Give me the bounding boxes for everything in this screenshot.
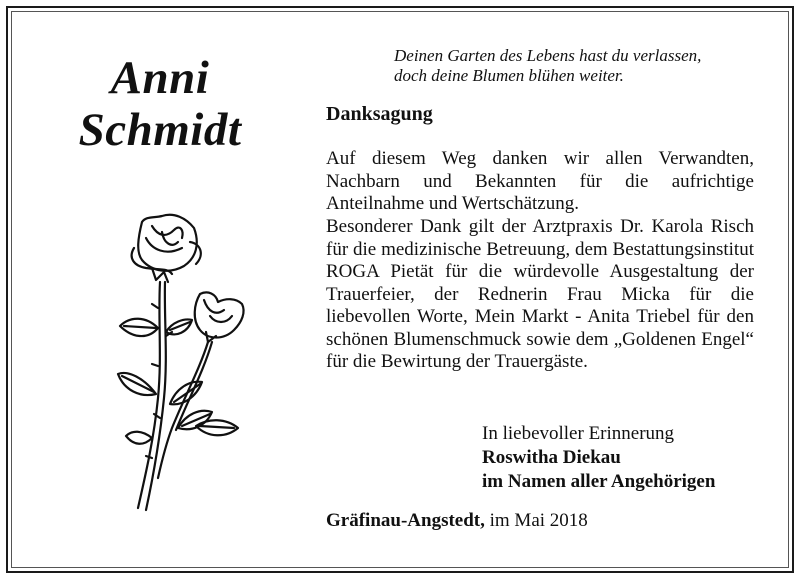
epigraph-quote xyxy=(394,46,784,86)
rose-illustration-icon xyxy=(112,208,252,518)
place-name: Gräfinau-Angstedt, xyxy=(326,510,485,531)
last-name: Schmidt xyxy=(78,104,242,156)
quote-line-2: doch deine Blumen blühen weiter. xyxy=(394,66,624,85)
signature-on-behalf: im Namen aller Angehörigen xyxy=(482,471,716,492)
thanks-paragraph-1: Auf diesem Weg danken wir allen Verwandten, Nachbarn und Bekannten für die aufrichtige Anteilnahme und Wertschätzung. xyxy=(326,148,754,214)
deceased-name xyxy=(40,52,280,156)
date-text: im Mai 2018 xyxy=(489,510,588,531)
quote-line-1: Deinen Garten des Lebens hast du verlassen, xyxy=(394,46,702,65)
signature-block xyxy=(482,422,715,494)
place-date-line xyxy=(326,510,588,532)
signature-name: Roswitha Diekau xyxy=(482,447,621,468)
thanks-paragraph-2: Besonderer Dank gilt der Arztpraxis Dr. Karola Risch für die medizinische Betreuung, dem Bestattungsinstitut ROGA Pietät für die würdevolle Ausgestaltung der Trauerfeier, der Rednerin Frau Micka für die liebevollen Worte, Mein Markt - Anita Triebel für den schönen Blumenschmuck sowie dem „Goldenen Engel“ für die Bewirtung der Trauergäste. xyxy=(326,216,754,372)
first-name: Anni xyxy=(110,52,210,104)
signature-intro: In liebevoller Erinnerung xyxy=(482,423,675,444)
heading-danksagung: Danksagung xyxy=(326,103,433,125)
